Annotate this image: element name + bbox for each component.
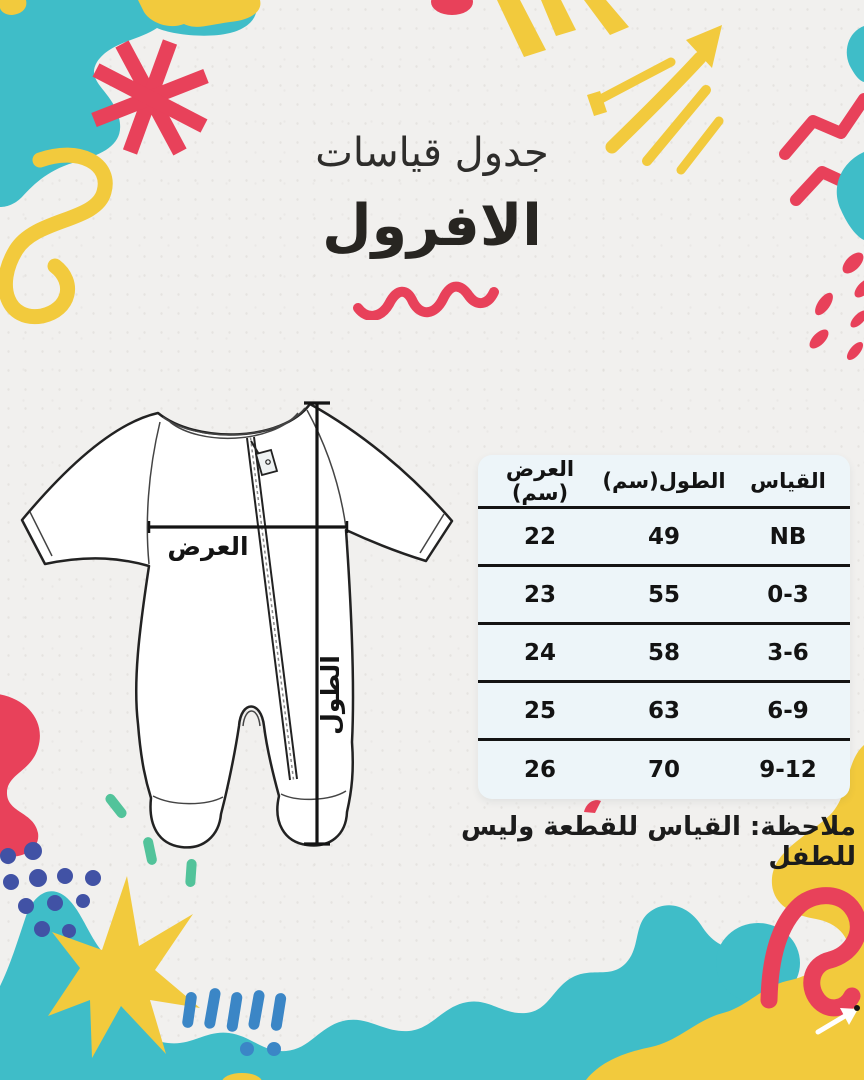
width-cell: 25 — [523, 697, 556, 724]
header-width: العرض (سم) — [505, 456, 575, 505]
length-cell: 63 — [647, 697, 680, 724]
width-cell: 22 — [523, 523, 556, 550]
size-cell: 9-12 — [759, 757, 817, 783]
crotch-seam — [243, 711, 260, 726]
red-drops — [806, 249, 864, 363]
measurement-note: ملاحظة: القياس للقطعة وليس للطفل — [460, 812, 856, 872]
table-row — [478, 683, 850, 741]
table-row — [478, 509, 850, 567]
title-underline-squiggle-icon — [352, 266, 510, 320]
length-cell: 49 — [647, 523, 680, 550]
size-table — [478, 455, 850, 799]
width-cell: 23 — [523, 581, 556, 608]
size-cell: 6-9 — [767, 697, 809, 724]
table-row — [478, 625, 850, 683]
onesie-technical-drawing — [0, 380, 480, 880]
width-label: العرض — [167, 532, 249, 561]
length-cell: 70 — [647, 757, 680, 783]
size-cell: 3-6 — [767, 639, 809, 666]
table-header-row — [478, 455, 850, 509]
length-cell: 58 — [647, 639, 680, 666]
onesie-outline — [22, 404, 452, 847]
width-cell: 24 — [523, 639, 556, 666]
page-title-line1: جدول قياسات — [315, 130, 549, 176]
page-title-line2: الافرول — [322, 193, 542, 259]
header-length: الطول(سم) — [602, 468, 726, 493]
header-size: القياس — [750, 468, 826, 493]
table-row — [478, 567, 850, 625]
width-cell: 26 — [523, 757, 556, 783]
length-label: الطول — [316, 655, 345, 735]
size-cell: NB — [769, 523, 807, 550]
size-cell: 0-3 — [767, 581, 809, 608]
length-cell: 55 — [647, 581, 680, 608]
table-row — [478, 741, 850, 799]
